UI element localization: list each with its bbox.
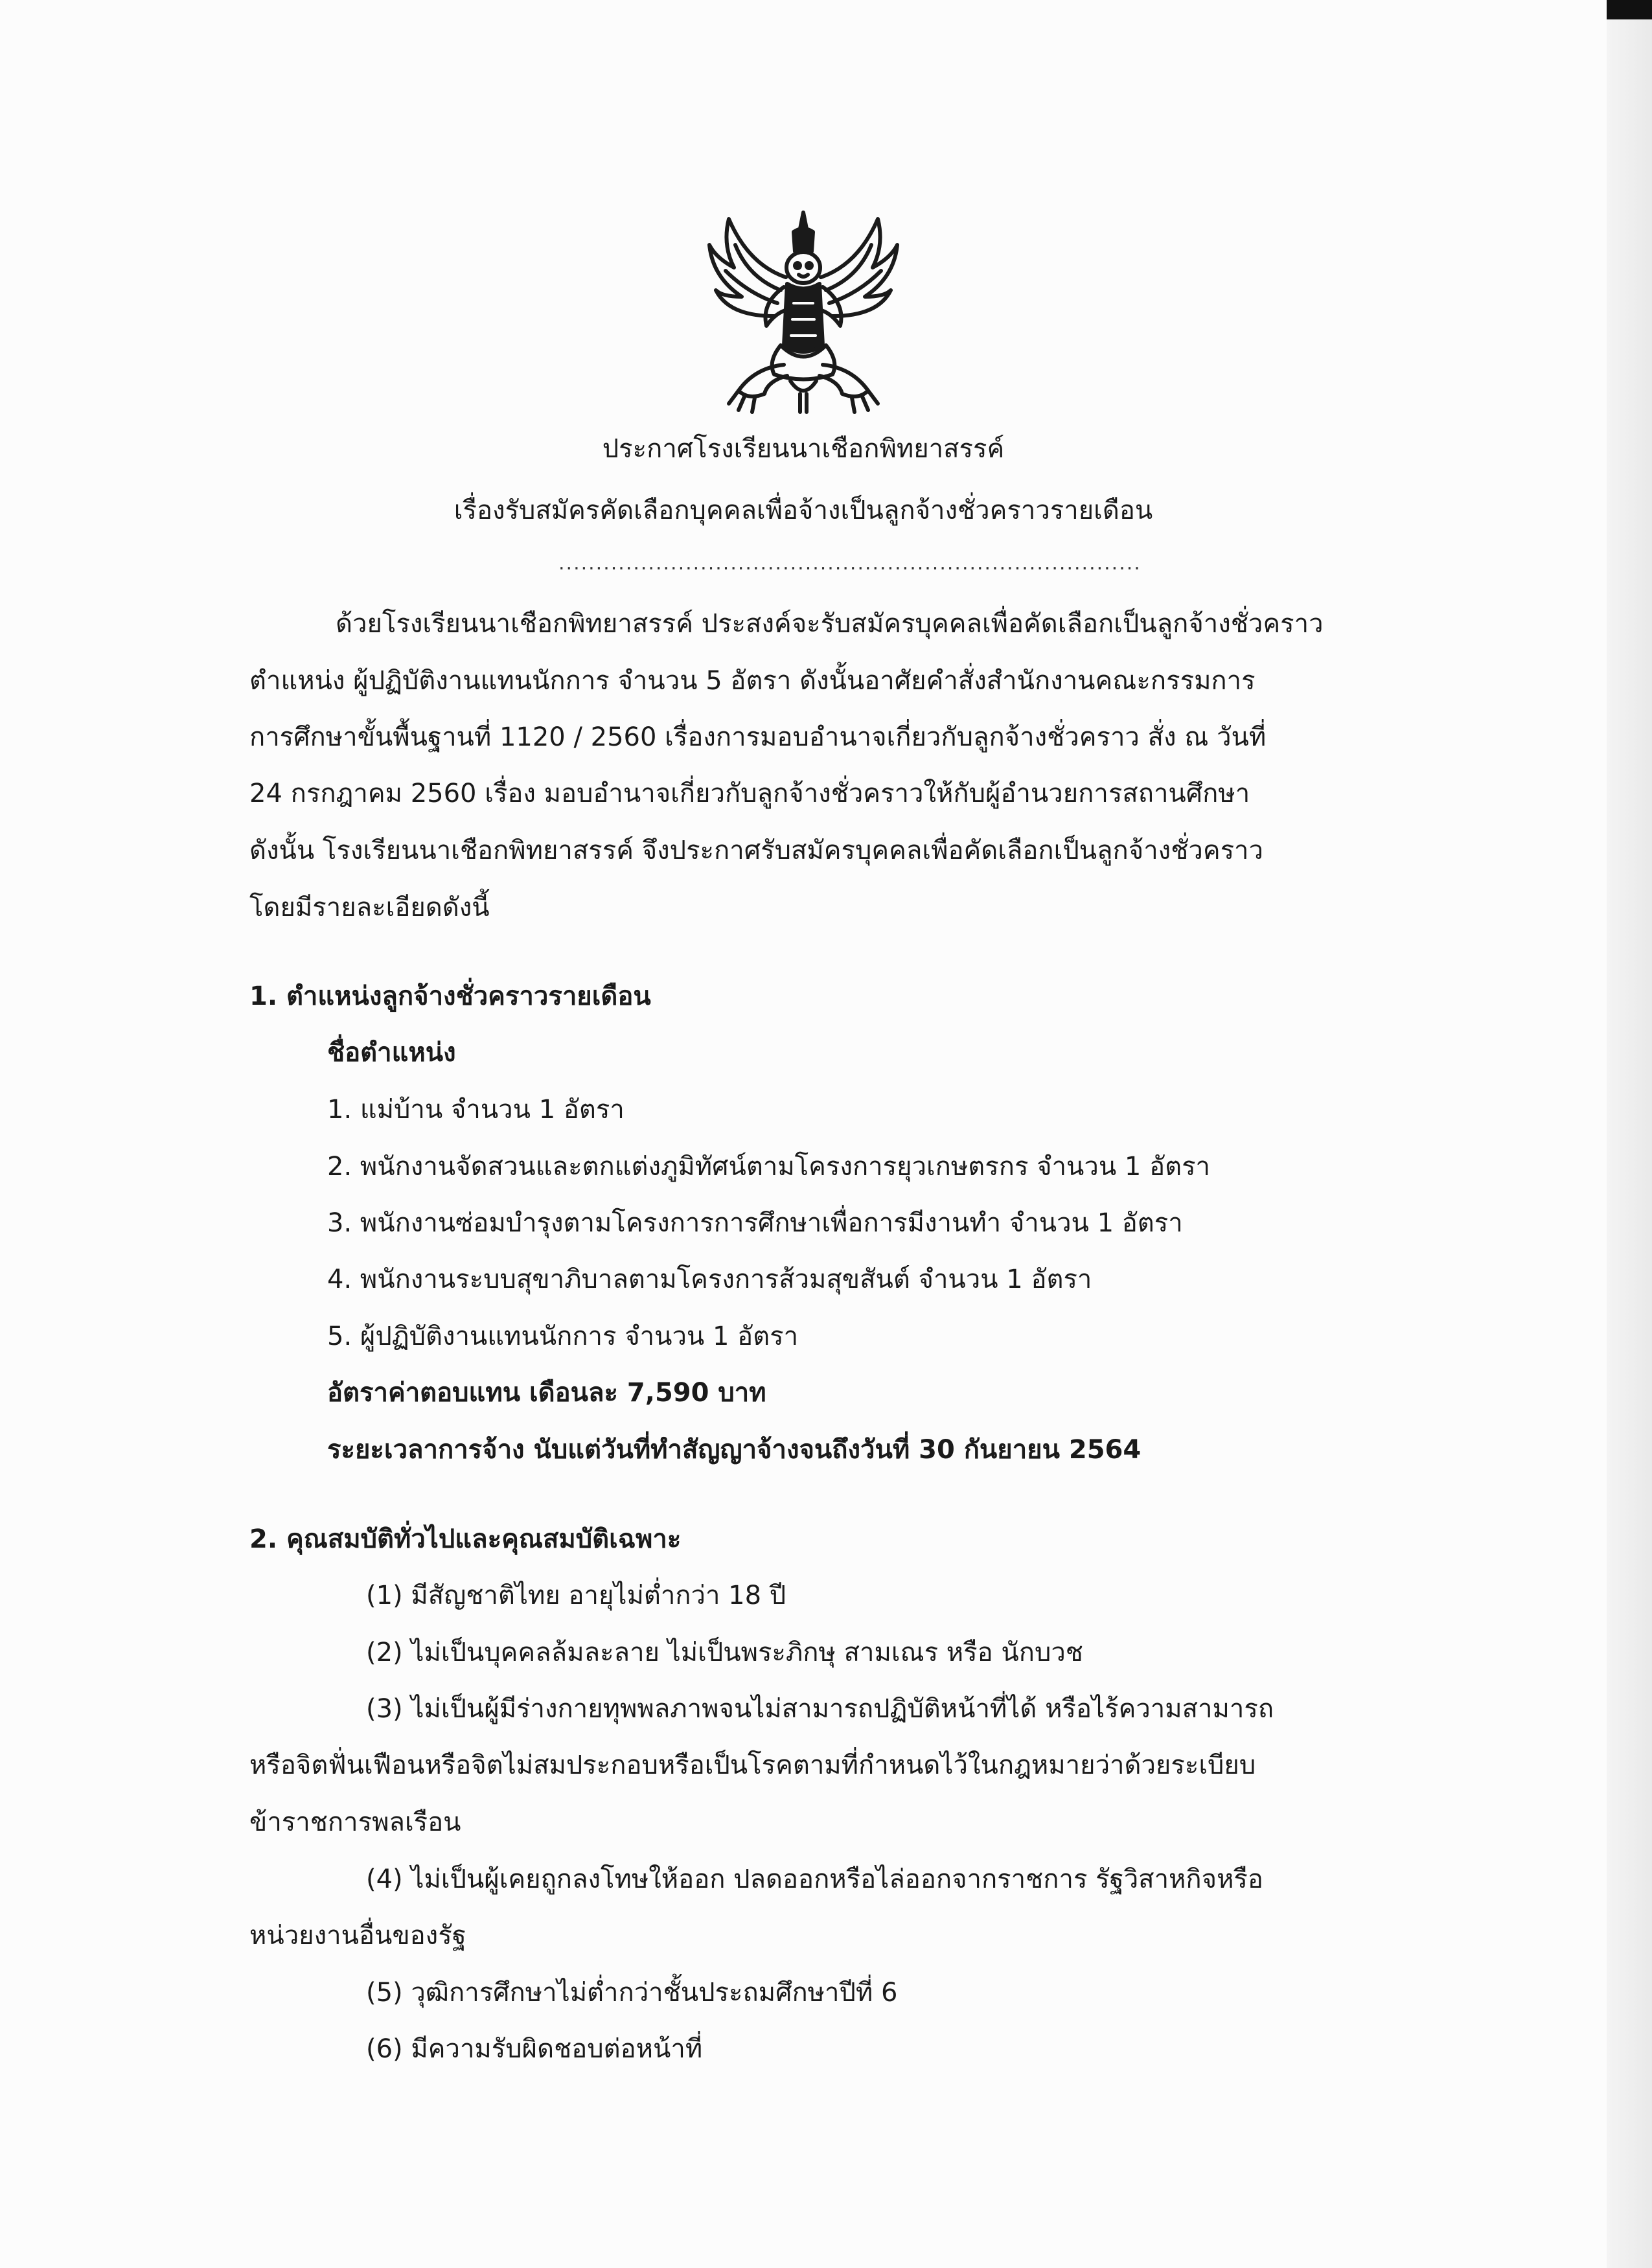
position-item-5: 5. ผู้ปฏิบัติงานแทนนักการ จำนวน 1 อัตรา	[327, 1322, 799, 1351]
qualification-2: (2) ไม่เป็นบุคคลล้มละลาย ไม่เป็นพระภิกษุ สามเณร หรือ นักบวช	[366, 1638, 1083, 1667]
section-1-heading: 1. ตำแหน่งลูกจ้างชั่วคราวรายเดือน	[249, 981, 651, 1011]
position-item-3: 3. พนักงานซ่อมบำรุงตามโครงการการศึกษาเพื่อการมีงานทำ จำนวน 1 อัตรา	[327, 1208, 1183, 1238]
qualification-3-line-1: (3) ไม่เป็นผู้มีร่างกายทุพพลภาพจนไม่สามารถปฏิบัติหน้าที่ได้ หรือไร้ความสามารถ	[366, 1694, 1274, 1724]
position-item-4: 4. พนักงานระบบสุขาภิบาลตามโครงการส้วมสุขสันต์ จำนวน 1 อัตรา	[327, 1265, 1092, 1294]
separator-dots: ..............................................................................	[558, 552, 1141, 575]
qualification-3-line-2: หรือจิตฟั่นเฟือนหรือจิตไม่สมประกอบหรือเป็นโรคตามที่กำหนดไว้ในกฎหมายว่าด้วยระเบียบ	[249, 1750, 1256, 1780]
qualification-4-line-1: (4) ไม่เป็นผู้เคยถูกลงโทษให้ออก ปลดออกหรือไล่ออกจากราชการ รัฐวิสาหกิจหรือ	[366, 1864, 1263, 1894]
position-name-heading: ชื่อตำแหน่ง	[327, 1038, 456, 1068]
position-item-2: 2. พนักงานจัดสวนและตกแต่งภูมิทัศน์ตามโครงการยุวเกษตรกร จำนวน 1 อัตรา	[327, 1152, 1211, 1182]
position-item-1: 1. แม่บ้าน จำนวน 1 อัตรา	[327, 1095, 625, 1125]
garuda-emblem-icon	[703, 206, 904, 420]
intro-line-1: ด้วยโรงเรียนนาเชือกพิทยาสรรค์ ประสงค์จะรับสมัครบุคคลเพื่อคัดเลือกเป็นลูกจ้างชั่วคราว	[336, 609, 1324, 639]
qualification-6: (6) มีความรับผิดชอบต่อหน้าที่	[366, 2034, 703, 2064]
scan-edge	[1607, 0, 1652, 2268]
scan-corner-mark	[1607, 0, 1652, 19]
intro-line-3: การศึกษาขั้นพื้นฐานที่ 1120 / 2560 เรื่องการมอบอำนาจเกี่ยวกับลูกจ้างชั่วคราว สั่ง ณ วันที่	[249, 722, 1267, 752]
qualification-5: (5) วุฒิการศึกษาไม่ต่ำกว่าชั้นประถมศึกษาปีที่ 6	[366, 1978, 898, 2008]
section-2-heading: 2. คุณสมบัติทั่วไปและคุณสมบัติเฉพาะ	[249, 1524, 682, 1554]
announcement-subject: เรื่องรับสมัครคัดเลือกบุคคลเพื่อจ้างเป็นลูกจ้างชั่วคราวรายเดือน	[453, 496, 1153, 525]
intro-line-4: 24 กรกฎาคม 2560 เรื่อง มอบอำนาจเกี่ยวกับลูกจ้างชั่วคราวให้กับผู้อำนวยการสถานศึกษา	[249, 779, 1250, 808]
qualification-4-line-2: หน่วยงานอื่นของรัฐ	[249, 1921, 466, 1951]
qualification-3-line-3: ข้าราชการพลเรือน	[249, 1807, 461, 1837]
pay-rate: อัตราค่าตอบแทน เดือนละ 7,590 บาท	[327, 1378, 766, 1408]
intro-line-5: ดังนั้น โรงเรียนนาเชือกพิทยาสรรค์ จึงประกาศรับสมัครบุคคลเพื่อคัดเลือกเป็นลูกจ้างชั่วคราว	[249, 836, 1263, 865]
qualification-1: (1) มีสัญชาติไทย อายุไม่ต่ำกว่า 18 ปี	[366, 1581, 786, 1610]
employment-period: ระยะเวลาการจ้าง นับแต่วันที่ทำสัญญาจ้างจนถึงวันที่ 30 กันยายน 2564	[327, 1435, 1141, 1465]
intro-line-6: โดยมีรายละเอียดดังนี้	[249, 893, 490, 922]
announcement-title: ประกาศโรงเรียนนาเชือกพิทยาสรรค์	[602, 434, 1005, 464]
intro-line-2: ตำแหน่ง ผู้ปฏิบัติงานแทนนักการ จำนวน 5 อัตรา ดังนั้นอาศัยคำสั่งสำนักงานคณะกรรมการ	[249, 666, 1256, 696]
